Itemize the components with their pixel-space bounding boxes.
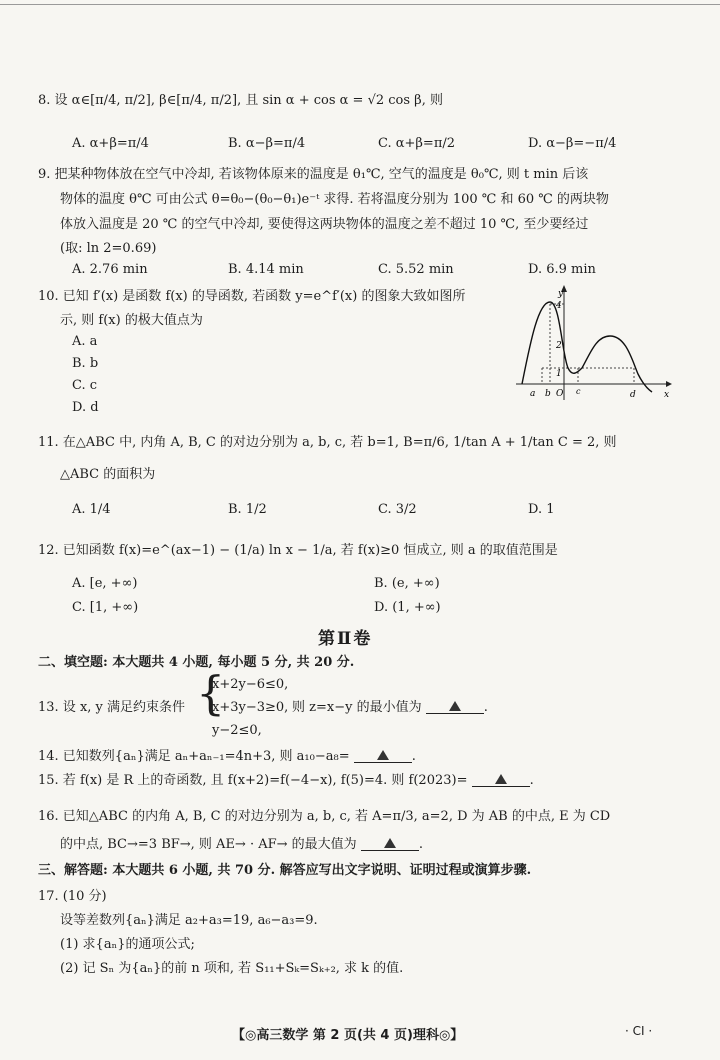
q17-title: 17. (10 分) [38,889,107,904]
x-axis-arrow [666,381,672,387]
q12-option-d: D. (1, +∞) [374,600,441,615]
q16-answer-blank[interactable] [361,834,419,851]
q12-stem: 12. 已知函数 f(x)=e^(ax−1) − (1/a) ln x − 1/a, 若 f(x)≥0 恒成立, 则 a 的取值范围是 [38,543,558,558]
q13-constraint-3: y−2≤0, [212,723,262,738]
q11-option-b: B. 1/2 [228,502,267,517]
q15-text: 15. 若 f(x) 是 R 上的奇函数, 且 f(x+2)=f(−4−x), f(5)=4. 则 f(2023)= [38,773,468,788]
q16-text: 的中点, BC→=3 BF→, 则 AE→ · AF→ 的最大值为 [60,837,357,852]
tick-4: 4 [556,301,562,311]
q10-option-b: B. b [72,356,99,371]
q13-suffix [292,697,488,719]
q14-answer-blank[interactable] [354,746,412,763]
q13-prefix: 13. 设 x, y 满足约束条件 [38,700,186,715]
label-c: c [576,387,581,396]
q14-end: . [411,749,416,764]
q8-option-c: C. α+β=π/2 [378,136,456,151]
q10-option-d: D. d [72,400,99,415]
tick-1: 1 [556,369,562,379]
q9-option-a: A. 2.76 min [72,262,148,277]
label-a: a [530,389,536,399]
q9-line1: 9. 把某种物体放在空气中冷却, 若该物体原来的温度是 θ₁℃, 空气的温度是 θ₀℃, 则 t min 后该 [38,167,589,182]
label-d: d [630,390,636,400]
q8-option-b: B. α−β=π/4 [228,136,306,151]
q8-option-d: D. α−β=−π/4 [528,136,617,151]
q8-stem: 8. 设 α∈[π/4, π/2], β∈[π/4, π/2], 且 sin α + cos α = √2 cos β, 则 [38,93,443,108]
q13-answer-blank[interactable] [426,697,484,714]
q16-line1: 16. 已知△ABC 的内角 A, B, C 的对边分别为 a, b, c, 若 A=π/3, a=2, D 为 AB 的中点, E 为 CD [38,809,611,824]
part2-title: 第Ⅱ卷 [318,629,373,649]
q11-stem: 11. 在△ABC 中, 内角 A, B, C 的对边分别为 a, b, c, 若 b=1, B=π/6, 1/tan A + 1/tan C = 2, 则 [38,435,617,450]
q9-line4: (取: ln 2=0.69) [60,241,157,256]
triangle-icon [377,750,389,760]
q9-option-d: D. 6.9 min [528,262,596,277]
q13-end: . [483,700,488,715]
curve-y-e-fprime [522,302,652,392]
tick-2: 2 [556,341,562,351]
q9-option-b: B. 4.14 min [228,262,304,277]
q12-option-b: B. (e, +∞) [374,576,440,591]
solve-header: 三、解答题: 本大题共 6 小题, 共 70 分. 解答应写出文字说明、证明过程或演算步骤. [38,863,532,878]
q16-line2 [60,834,423,856]
triangle-icon [449,701,461,711]
q13-constraint-1: x+2y−6≤0, [212,677,289,692]
q11-option-a: A. 1/4 [72,502,111,517]
q9-option-c: C. 5.52 min [378,262,454,277]
q8-option-a: A. α+β=π/4 [72,136,149,151]
q11-line2: △ABC 的面积为 [60,467,156,482]
x-axis-label: x [664,390,670,400]
q15-line [38,770,534,792]
q14-line [38,746,416,768]
q10-option-a: A. a [72,334,98,349]
q12-option-c: C. [1, +∞) [72,600,139,615]
q9-line2: 物体的温度 θ℃ 可由公式 θ=θ₀−(θ₀−θ₁)e⁻ᵗ 求得. 若将温度分别为 100 ℃ 和 60 ℃ 的两块物 [60,192,609,207]
label-b: b [545,389,551,399]
q10-function-graph [512,284,672,406]
q13-question: 则 z=x−y 的最小值为 [292,700,422,715]
fill-in-header: 二、填空题: 本大题共 4 小题, 每小题 5 分, 共 20 分. [38,655,355,670]
q17-stem: 设等差数列{aₙ}满足 a₂+a₃=19, a₆−a₃=9. [60,913,318,928]
page-footer: 【◎高三数学 第 2 页(共 4 页)理科◎】 [232,1028,464,1043]
q10-line1: 10. 已知 f′(x) 是函数 f(x) 的导函数, 若函数 y=e^f′(x) 的图象大致如图所 [38,289,466,304]
q15-answer-blank[interactable] [472,770,530,787]
q14-text: 14. 已知数列{aₙ}满足 aₙ+aₙ₋₁=4n+3, 则 a₁₀−a₈= [38,749,350,764]
q11-option-d: D. 1 [528,502,555,517]
q10-line2: 示, 则 f(x) 的极大值点为 [60,313,203,328]
triangle-icon [495,774,507,784]
q13-constraint-2: x+3y−3≥0, [212,700,289,715]
y-axis-label: y [558,289,564,299]
q15-end: . [529,773,534,788]
q10-option-c: C. c [72,378,98,393]
q17-part1: (1) 求{aₙ}的通项公式; [60,937,195,952]
label-origin: O [556,389,564,399]
q13-brace: { [196,666,226,720]
triangle-icon [384,838,396,848]
q17-part2: (2) 记 Sₙ 为{aₙ}的前 n 项和, 若 S₁₁+Sₖ=Sₖ₊₂, 求 k 的值. [60,961,404,976]
q11-option-c: C. 3/2 [378,502,417,517]
q16-end: . [418,837,423,852]
footer-code: · CI · [625,1024,653,1038]
q9-line3: 体放入温度是 20 ℃ 的空气中冷却, 要使得这两块物体的温度之差不超过 10 ℃, 至少要经过 [60,217,589,232]
q12-option-a: A. [e, +∞) [72,576,138,591]
top-rule [0,4,720,5]
